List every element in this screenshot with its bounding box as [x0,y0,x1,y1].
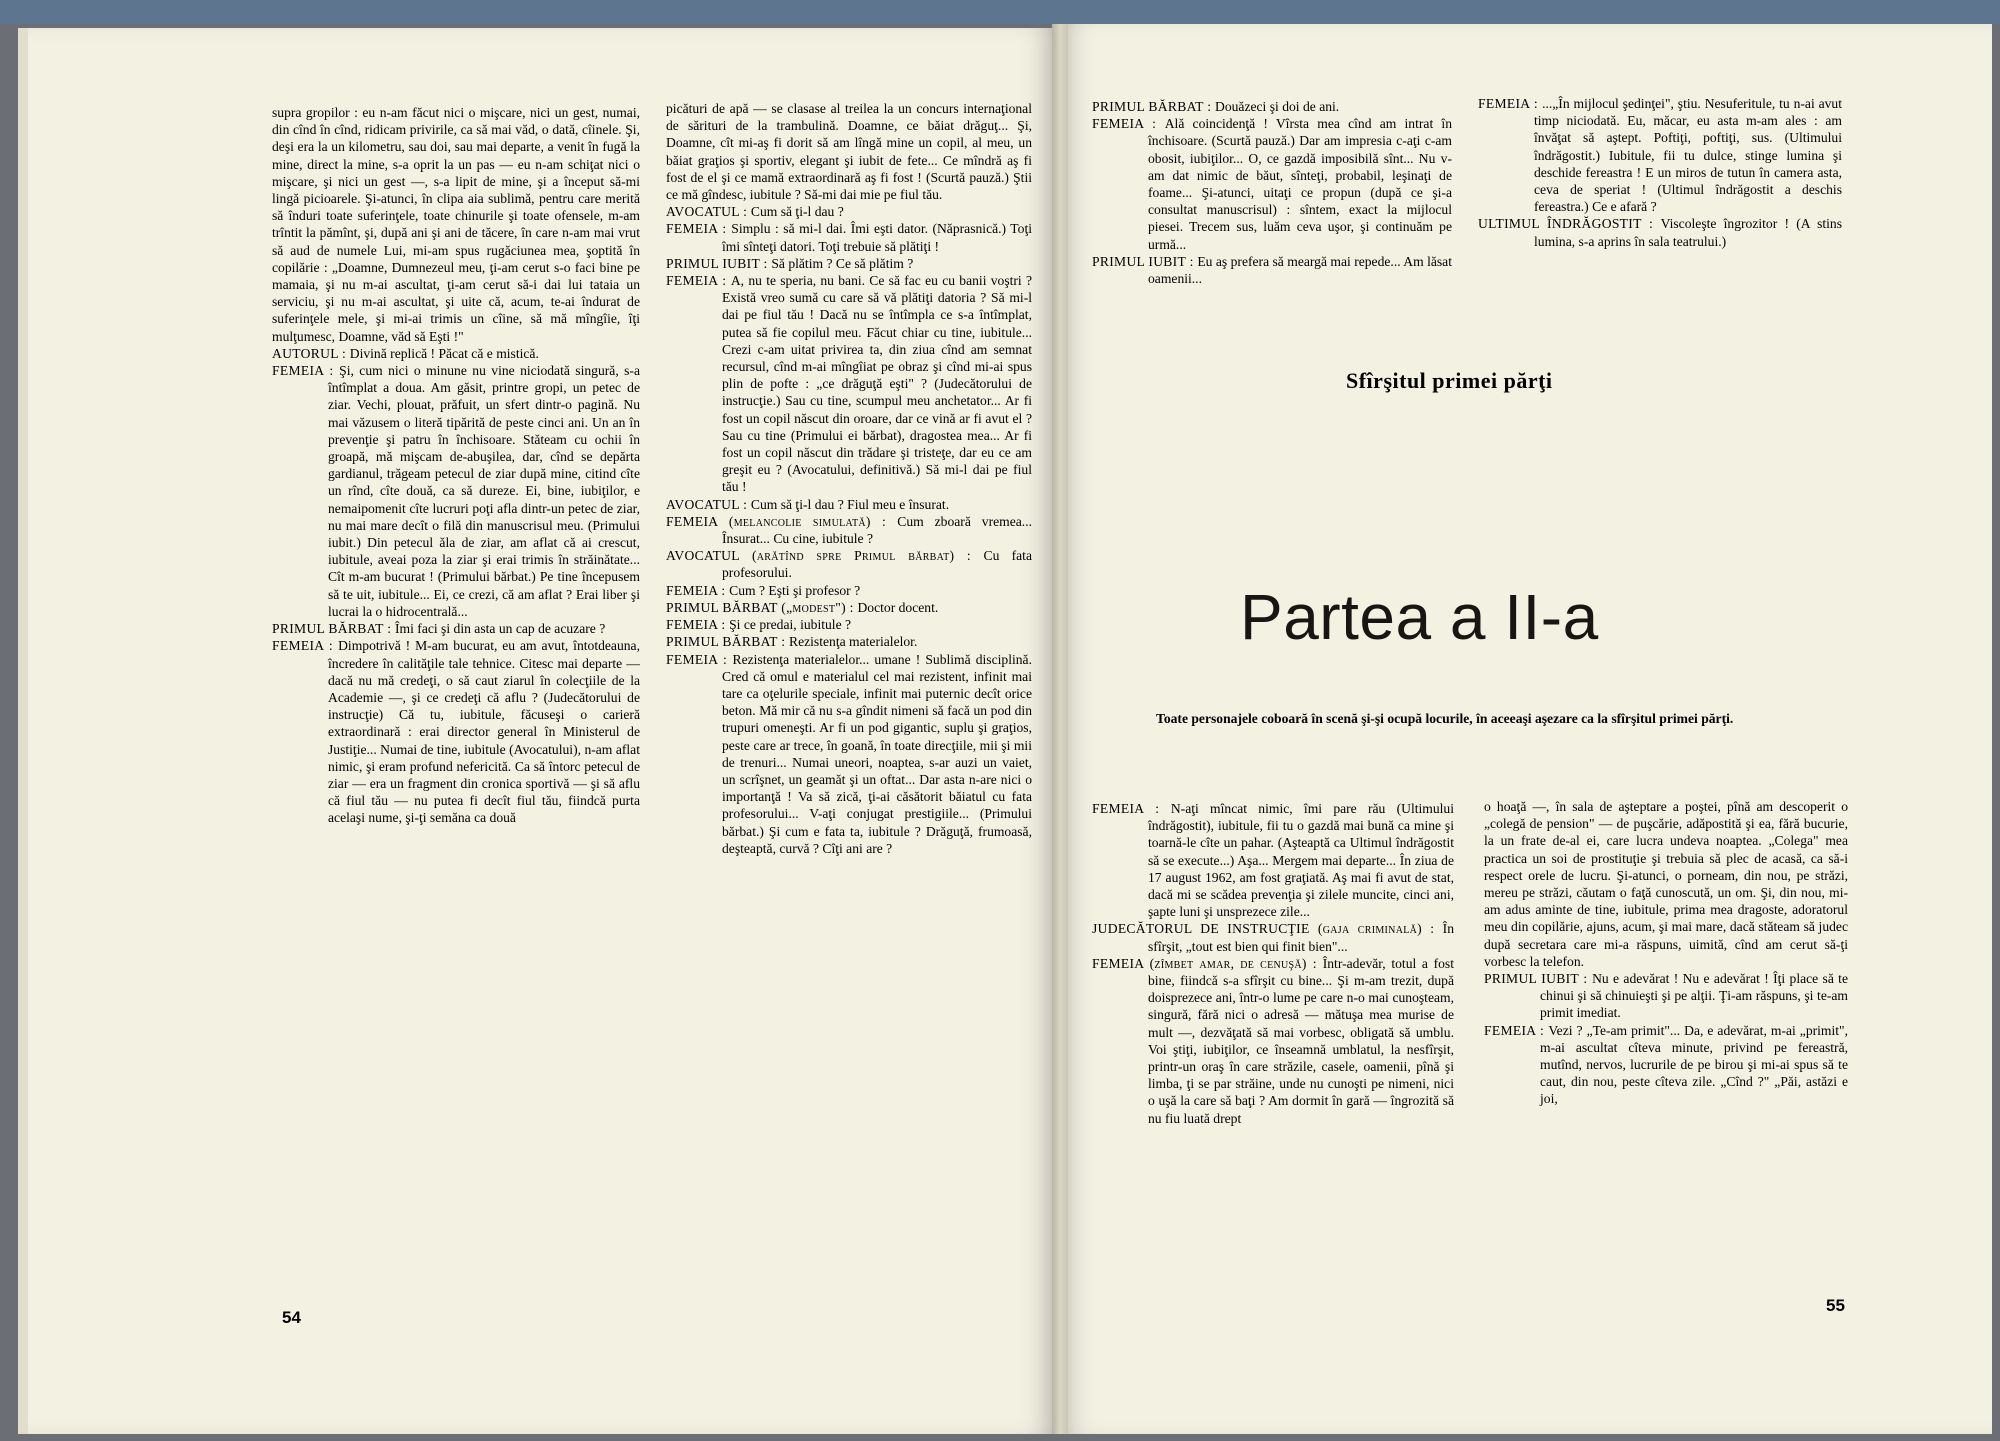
dialogue-line [1478,215,1842,249]
dialogue-text: Şi, cum nici o minune nu vine niciodată singură, s-a întîmplat a doua. Am găsit, printre gropi, un petec de ziar. Vechi, plouat, prăfuit, un sfert dintr-o pagină. Nu mai văzusem o literă tipărită de peste cinci ani. Un an în prevenţie şi patru în închisoare. Stăteam cu ochii în groapă, mă mişcam de-abuşilea, dar, cînd se depărta gardianul, trăgeam petecul de ziar după mine, citind cîte un rînd, cîte două, ca să dureze. Ei, bine, iubiţilor, e nemaipomenit cîte lucruri poţi afla dintr-un petec de ziar, nu mai mare decît o filă din manuscrisul meu. (Primului iubit.) Din petecul ăla de ziar, am aflat că ai crescut, iubitule, aveai poza la ziar şi erai trimis în străinătate... Cît m-am bucurat ! (Primului bărbat.) Pe tine începusem să te uit, iubitule... Ei, ce crezi, că am aflat ? Erai liber şi lucrai la o hidrocentrală... [328,363,640,619]
dialogue-text: Vezi ? „Te-am primit"... Da, e adevărat, m-ai „primit", m-ai ascultat cîteva minute, privind pe fereastră, mutînd, nervos, lucrurile de pe birou şi mi-ai spus să te caut, din nou, peste cîteva zile. „Cînd ?" „Păi, astăzi e joi, [1540,1022,1849,1107]
right-bottom-column-1 [1092,800,1454,1127]
left-column-1 [272,104,640,827]
speaker-name: FEMEIA : [272,638,339,654]
dialogue-line [1484,1022,1848,1108]
dialogue-text: Doctor docent. [857,599,939,615]
dialogue-continuation [1484,798,1848,970]
dialogue-line [666,272,1032,496]
dialogue-line [666,496,1032,513]
dialogue-text: Cum zboară vremea... Însurat... Cu cine, iubitule ? [722,513,1032,547]
dialogue-text: Douăzeci şi doi de ani. [1215,99,1340,114]
dialogue-text: Simplu : să mi-l dai. Îmi eşti dator. (Năprasnică.) Toţi îmi sînteţi datori. Toţi trebuie să plătiţi ! [722,221,1032,254]
dialogue-line [1092,955,1454,1127]
dialogue-line [666,547,1032,581]
speaker-name: PRIMUL BĂRBAT : [666,634,790,650]
dialogue-text: Cum să ţi-l dau ? Fiul meu e însurat. [750,496,950,512]
dialogue-line [1092,253,1452,287]
dialogue-continuation [272,104,640,345]
dialogue-line [666,220,1032,254]
speaker-name: AVOCATUL (arătînd spre Primul bărbat) : [666,548,984,564]
dialogue-line [666,651,1032,857]
dialogue-line [666,616,1032,633]
end-of-part-title: Sfîrşitul primei părţi [1346,368,1553,393]
speaker-name: FEMEIA : [666,617,730,633]
speaker-name: FEMEIA : [666,582,730,598]
dialogue-text: Divină replică ! Păcat că e mistică. [349,345,539,361]
dialogue-text: Cu fata profesorului. [722,548,1032,581]
dialogue-text: Ală coincidenţă ! Vîrsta mea cînd am intrat în închisoare. (Scurtă pauză.) Dar am impresia c-aţi c-am obosit, iubiţilor... O, ce gazdă imposibilă sînt... Nu v-am dat nimic de băut, sînteţi, probabil, leşinaţi de foame... Şi-atunci, uitaţi ce propun (după ce şi-a consultat manuscrisul) : sîntem, exact la mijlocul piesei. Trecem sus, luăm ceva uşor, şi continuăm pe urmă... [1148,116,1452,252]
part-title: Partea a II-a [1240,581,1599,653]
dialogue-text: Îmi faci şi din asta un cap de acuzare ? [395,621,606,637]
dialogue-text: Să plătim ? Ce să plătim ? [771,255,914,271]
dialogue-text: N-aţi mîncat nimic, îmi pare rău (Ultimului îndrăgostit), iubitule, fii tu o gazdă mai bună ca mine şi toarnă-le cîte un pahar. (Aşteaptă ca Ultimul îndrăgostit să se execute...) Aşa... Mergem mai departe... În ziua de 17 august 1962, am fost graţiată. Aş mai fi avut de stat, dacă mi se scădea prevenţia şi zilele muncite, cinci ani, şapte luni şi unsprezece zile... [1148,801,1454,920]
right-bottom-column-2 [1484,798,1848,1108]
speaker-name: FEMEIA (melancolie simulată) : [666,513,898,529]
left-column-2 [666,100,1032,857]
right-top-column-2 [1478,95,1842,250]
speaker-name: FEMEIA : [666,221,732,237]
dialogue-line [1092,98,1452,115]
dialogue-line [1092,800,1454,920]
speaker-name: AUTORUL : [272,345,350,361]
dialogue-line [666,255,1032,272]
speaker-name: FEMEIA : [666,651,733,667]
speaker-name: FEMEIA : [1478,96,1543,111]
dialogue-text: picături de apă — se clasase al treilea la un concurs internaţional de sărituri de la trambulină. Doamne, ce băiat drăguţ... Şi, Doamne, cît mi-aş fi dorit să am lîngă mine un copil, al meu, un băiat graţios şi sportiv, elegant şi iubit de fete... Ce mîndră aş fi fost de el şi ce mamă extraordinară aş fi fost ! (Scurtă pauză.) Ştii ce mă gîndesc, iubitule ? Să-mi dai mie pe fiul tău. [666,101,1032,203]
speaker-name: ULTIMUL ÎNDRĂGOSTIT : [1478,216,1661,232]
speaker-name: FEMEIA : [1484,1022,1549,1038]
speaker-name: PRIMUL BĂRBAT : [272,621,396,637]
speaker-name: PRIMUL IUBIT : [1092,253,1198,269]
dialogue-line [666,582,1032,599]
dialogue-line [272,620,640,637]
speaker-name: FEMEIA (zîmbet amar, de cenuşă) : [1092,955,1323,971]
dialogue-line [272,345,640,362]
dialogue-text: o hoaţă —, în sala de aşteptare a poştei, pînă am descoperit o „colegă de pension" — de puşcărie, adăpostită şi ea, fără bucurie, la un frate de-al ei, care lucra undeva noaptea. „Colega" mea practica un soi de prostituţie şi trebuia să plec de acasă, ca să-i respect orele de lucru. Şi-atunci, o porneam, din nou, pe străzi, mereu pe străzi, căutam o faţă cunoscută, un om. Şi, din nou, mi-am adus aminte de tine, iubitule, prima mea dragoste, adoratorul meu din copilărie, ajuns, acum, şi mai mare, dacă stăteam să judec după secretara care mi-a răspuns, uimită, cînd am cerut să-ţi vorbesc la telefon. [1484,799,1848,969]
dialogue-line [666,513,1032,547]
speaker-name: AVOCATUL : [666,204,751,220]
speaker-name: PRIMUL BĂRBAT („modest") : [666,599,858,615]
dialogue-text: Nu e adevărat ! Nu e adevărat ! Îţi place să te chinui şi să chinuieşti şi pe alţii. Ţi-am răspuns, şi te-am primit imediat. [1540,971,1848,1021]
page-number-right: 55 [1826,1296,1845,1315]
dialogue-line [666,633,1032,650]
dialogue-line [1478,95,1842,215]
dialogue-text: ...„În mijlocul şedinţei", ştiu. Nesuferitule, tu n-ai avut timp niciodată. Eu, măcar, eu asta m-am ales : am învăţat să aştept. Poftiţi, poftiţi, sus. (Ultimului îndrăgostit.) Iubitule, fii tu dulce, stinge lumina şi deschide fereastra ! E un miros de tutun în camera asta, ceva de speriat ! (Ultimul îndrăgostit a deschis fereastra.) Ce e afară ? [1534,96,1842,215]
speaker-name: PRIMUL BĂRBAT : [1092,99,1216,114]
dialogue-line [1092,115,1452,253]
dialogue-line [272,637,640,826]
dialogue-text: În sfîrşit, „tout est bien qui finit bien"... [1148,921,1454,954]
dialogue-line [1092,920,1454,954]
right-top-column-1 [1092,98,1452,287]
dialogue-text: Viscoleşte îngrozitor ! (A stins lumina, s-a aprins în sala teatrului.) [1534,216,1842,249]
dialogue-text: supra gropilor : eu n-am făcut nici o mişcare, nici un gest, numai, din cînd în cînd, ridicam privirile, ca să mai văd, o dată, cîinele. Şi, deşi era la un kilometru, sau doi, sau mai departe, a venit în fugă la mine, direct la mine, s-a oprit la un pas — eu n-am schiţat nici o mişcare, şi nici un gest —, s-a lipit de mine, şi a început să-mi lingă picioarele. Şi-atunci, în clipa aia sublimă, pentru care merită să înduri toate suferinţele, toate chinurile şi toate ofensele, m-am trîntit la pămînt, şi, după ani şi ani de tăcere, în care n-am mai vrut să aud de numele Lui, mi-am spus rugăciunea mea, şoptită în copilărie : „Doamne, Dumnezeul meu, ţi-am cerut s-o faci bine pe mamaia, şi nu m-ai ascultat, ţi-am cerut să-i dai lui tataia un serviciu, şi nu m-ai ascultat, şi uite că, acum, te-ai îndurat de suferinţele mele, şi mi-ai trimis un cîine, să mă mîngîie, îţi mulţumesc, Doamne, văd să Eşti !" [272,105,640,344]
dialogue-text: Şi ce predai, iubitule ? [729,617,852,633]
speaker-name: JUDECĂTORUL DE INSTRUCŢIE (gaja criminală) : [1092,921,1443,937]
dialogue-line [666,203,1032,220]
dialogue-text: Cum să ţi-l dau ? [750,204,844,220]
dialogue-line [666,599,1032,616]
book-gutter [1052,24,1068,1434]
speaker-name: FEMEIA : [666,273,731,289]
dialogue-text: Rezistenţa materialelor. [789,634,918,650]
dialogue-text: A, nu te speria, nu bani. Ce să fac eu cu banii voştri ? Există vreo sumă cu care să vă plătiţi datoria ? Să mi-l dai pe fiul tău ! Dacă nu se întîmpla ce s-a întîmplat, putea să fie copilul meu. Făcut chiar cu tine, iubitule... Crezi c-am uitat privirea ta, din ziua cînd am semnat recursul, cînd m-ai mîngîiat pe obraz şi cînd mi-ai spus plin de pofte : „ce drăguţă eşti" ? (Judecătorului de instrucţie.) Sau cu tine, scumpul meu anchetator... Ar fi fost un copil născut din oroare, dar ce vină ar fi avut el ? Sau cu tine (Primului ei bărbat), dragostea mea... Ar fi fost un copil născut din trădare şi tristeţe, dar eu ce am greşit eu ? (Avocatului, definitivă.) Să mi-l dai pe fiul tău ! [722,273,1032,495]
dialogue-text: Cum ? Eşti şi profesor ? [729,582,861,598]
dialogue-text: Dimpotrivă ! M-am bucurat, eu am avut, întotdeauna, încredere în calităţile tale tehnice. Citesc mai departe — dacă nu mă credeţi, o să caut ziarul în colecţiile de la Academie —, şi ce credeţi că aflu ? (Judecătorului de instrucţie) Că tu, iubitule, făcuseşi o carieră extraordinară : erai director general în Ministerul de Justiţie... Numai de tine, iubitule (Avocatului), n-am aflat nimic, şi eram profund nefericită. Ca să întorc petecul de ziar — era un fragment din cronica sportivă — şi să aflu că fiul tău — nu putea fi decît fiul tău, fiindcă purta acelaşi nume, şi-ţi semăna ca două [328,638,640,826]
speaker-name: AVOCATUL : [666,496,751,512]
speaker-name: PRIMUL IUBIT : [1484,971,1593,987]
dialogue-continuation [666,100,1032,203]
speaker-name: PRIMUL IUBIT : [666,255,772,271]
stage-direction: Toate personajele coboară în scenă şi-şi ocupă locurile, în aceeaşi aşezare ca la sfîrşitul primei părţi. [1156,711,1734,726]
dialogue-text: Rezistenţa materialelor... umane ! Sublimă disciplină. Cred că omul e materialul cel mai rezistent, infinit mai tare ca oţelurile speciale, infinit mai puternic decît orice beton. Mă mir că nu s-a gîndit nimeni să facă un pod din trupuri omeneşti. Ar fi un pod gigantic, suplu şi graţios, peste care ar trece, în goană, în toate direcţiile, mii şi mii de trenuri... Numai uneori, noaptea, s-ar auzi un vaiet, un scrîşnet, un geamăt şi un oftat... Dar asta n-are nici o importanţă ! Va să zică, ţi-ai căsătorit băiatul cu fata profesorului... V-aţi conjugat prestigiile... (Primului bărbat.) Şi cum e fata ta, iubitule ? Drăguţă, frumoasă, deşteaptă, curvă ? Cîţi ani are ? [722,651,1032,856]
dialogue-text: Eu aş prefera să meargă mai repede... Am lăsat oamenii... [1148,253,1452,287]
speaker-name: FEMEIA : [272,363,340,379]
dialogue-line [272,362,640,620]
speaker-name: FEMEIA : [1092,116,1165,132]
page-number-left: 54 [282,1308,301,1327]
dialogue-text: Într-adevăr, totul a fost bine, fiindcă s-a sfîrşit cu bine... Şi m-am trezit, după doisprezece ani, într-o lume pe care n-o mai cunoşteam, singură, fără nici o adresă — mătuşa mea murise de mult —, dezvăţată să mai vorbesc, obligată să umblu. Voi ştiţi, iubiţilor, ce înseamnă umblatul, la nesfîrşit, printr-un oraş în care străzile, casele, oamenii, pînă şi limba, ţi se par străine, unde nu cunoşti pe nimeni, nici o uşă la care să baţi ? Am dormit în gară — îngrozită să nu fiu luată drept [1148,955,1454,1126]
speaker-name: FEMEIA : [1092,801,1171,816]
dialogue-line [1484,970,1848,1022]
